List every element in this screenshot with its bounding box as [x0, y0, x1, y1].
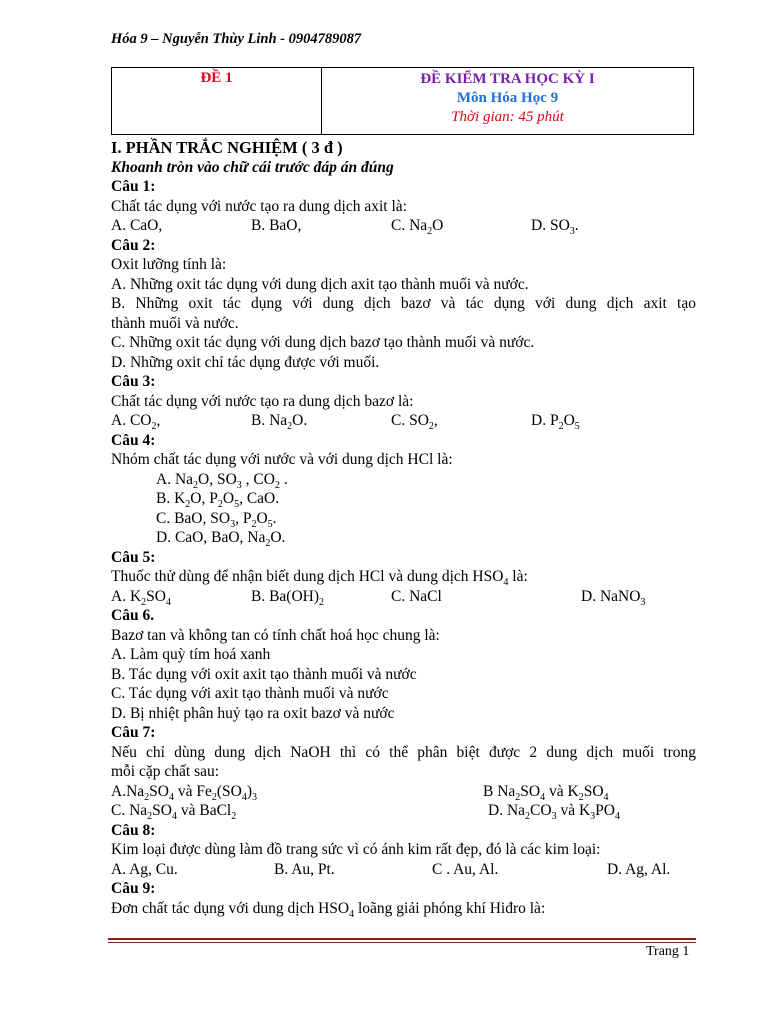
answer-row [111, 216, 696, 236]
question-text-cont: mỗi cặp chất sau: [111, 763, 220, 780]
question-label: Câu 2: [111, 236, 156, 254]
question-label: Câu 3: [111, 373, 156, 390]
answer-option: D. $P_2O_5$ [531, 412, 580, 433]
answer-option: B. Au, Pt. [274, 860, 335, 878]
answer-row [111, 411, 696, 431]
answer-option: B. $K_2O$, $P_2O_5$, CaO. [156, 490, 280, 511]
answer-option: A. Ag, Cu. [111, 860, 178, 878]
answer-option: B. Những oxit tác dụng với dung dịch bazơ và tác dụng với dung dịch axit tạo [111, 295, 696, 312]
answer-option: A. $Na_2O$, $SO_3$ , $CO_2$ . [156, 470, 288, 491]
question-label: Câu 1: [111, 178, 156, 195]
question-text: Đơn chất tác dụng với dung dịch $HSO_4$ loãng giải phóng khí Hiđro là: [111, 899, 546, 920]
exam-duration: Thời gian: 45 phút [451, 109, 564, 125]
answer-option: C. $Na_2SO_4$ và BaCl$_2$ [111, 802, 237, 823]
exam-title: ĐỀ KIỂM TRA HỌC KỲ I [420, 71, 595, 87]
instruction: Khoanh tròn vào chữ cái trước đáp án đúng [111, 158, 394, 176]
answer-option: D. $Na_2CO_3$ và $K_3PO_4$ [488, 802, 620, 823]
question-label: Câu 7: [111, 724, 156, 741]
answer-option: D. CaO, BaO, $Na_2O$. [156, 529, 286, 550]
question-text: Kim loại được dùng làm đồ trang sức vì có ánh kim rất đẹp, đó là các kim loại: [111, 841, 601, 858]
answer-row [111, 587, 696, 607]
question-label: Câu 8: [111, 821, 156, 839]
question-label: Câu 6. [111, 607, 155, 624]
answer-option: A. $K_2SO_4$ [111, 587, 171, 608]
answer-row [111, 782, 696, 802]
footer-rule-thin [108, 942, 696, 943]
answer-option: C. Tác dụng với axit tạo thành muối và nước [111, 685, 389, 702]
answer-option: B. BaO, [251, 217, 302, 234]
answer-option: A. Những oxit tác dụng với dung dịch axit tạo thành muối và nước. [111, 275, 529, 293]
question-label: Câu 5: [111, 548, 156, 566]
answer-option: B. Tác dụng với oxit axit tạo thành muối và nước [111, 665, 417, 683]
answer-row [111, 860, 696, 880]
question-text: Chất tác dụng với nước tạo ra dung dịch axit là: [111, 197, 407, 215]
question-text: Thuốc thử dùng để nhận biết dung dịch HCl và dung dịch $HSO_4$ là: [111, 568, 528, 589]
answer-option: C . Au, Al. [432, 860, 499, 878]
answer-option: D. Bị nhiệt phân huỷ tạo ra oxit bazơ và nước [111, 704, 395, 722]
answer-option: C. BaO, $SO_3$, $P_2O_5$. [156, 509, 277, 530]
answer-option: A. CaO, [111, 217, 163, 234]
answer-row [111, 801, 696, 821]
question-label: Câu 9: [111, 880, 156, 897]
section-title: I. PHẦN TRẮC NGHIỆM ( 3 đ ) [111, 138, 343, 157]
exam-subject: Môn Hóa Học 9 [456, 90, 559, 106]
footer-rule [108, 938, 696, 940]
exam-code: ĐỀ 1 [200, 70, 233, 86]
answer-option: D. NaNO$_3$ [581, 587, 646, 608]
answer-option: C. Những oxit tác dụng với dung dịch bazơ tạo thành muối và nước. [111, 334, 535, 351]
answer-option-cont: thành muối và nước. [111, 314, 239, 332]
answer-option: B. $Ba(OH)_2$ [251, 587, 325, 608]
question-text: Nhóm chất tác dụng với nước và với dung dịch HCl là: [111, 451, 453, 468]
answer-option: A. Làm quỳ tím hoá xanh [111, 646, 271, 663]
answer-option: B. $Na_2O$. [251, 412, 308, 433]
page-number: Trang 1 [646, 944, 690, 959]
author-header: Hóa 9 – Nguyễn Thùy Linh - 0904789087 [111, 31, 362, 47]
exam-title-cell [322, 68, 693, 134]
answer-option: C. $SO_2$, [391, 412, 438, 433]
question-text: Oxit lưỡng tính là: [111, 256, 227, 273]
exam-code-cell [112, 68, 322, 134]
answer-option: D. $SO_3$. [531, 217, 579, 238]
answer-option: $A.Na_2SO_4$ và $Fe_2(SO_4)_3$ [111, 782, 258, 803]
answer-option: C. NaCl [391, 587, 442, 605]
exam-header-table [111, 67, 694, 135]
answer-option: A. $CO_2$, [111, 412, 161, 433]
answer-option: B $Na_2SO_4$ và $K_2SO_4$ [483, 782, 609, 803]
answer-option: D. Những oxit chỉ tác dụng được với muối. [111, 353, 380, 371]
exam-content [111, 138, 696, 918]
question-text: Bazơ tan và không tan có tính chất hoá học chung là: [111, 626, 440, 644]
answer-option: D. Ag, Al. [607, 860, 671, 878]
answer-option: C. $Na_2O$ [391, 217, 444, 238]
question-label: Câu 4: [111, 431, 156, 449]
question-text: Nếu chỉ dùng dung dịch NaOH thì có thể phân biệt được 2 dung dịch muối trong [111, 743, 696, 761]
question-text: Chất tác dụng với nước tạo ra dung dịch bazơ là: [111, 392, 414, 410]
